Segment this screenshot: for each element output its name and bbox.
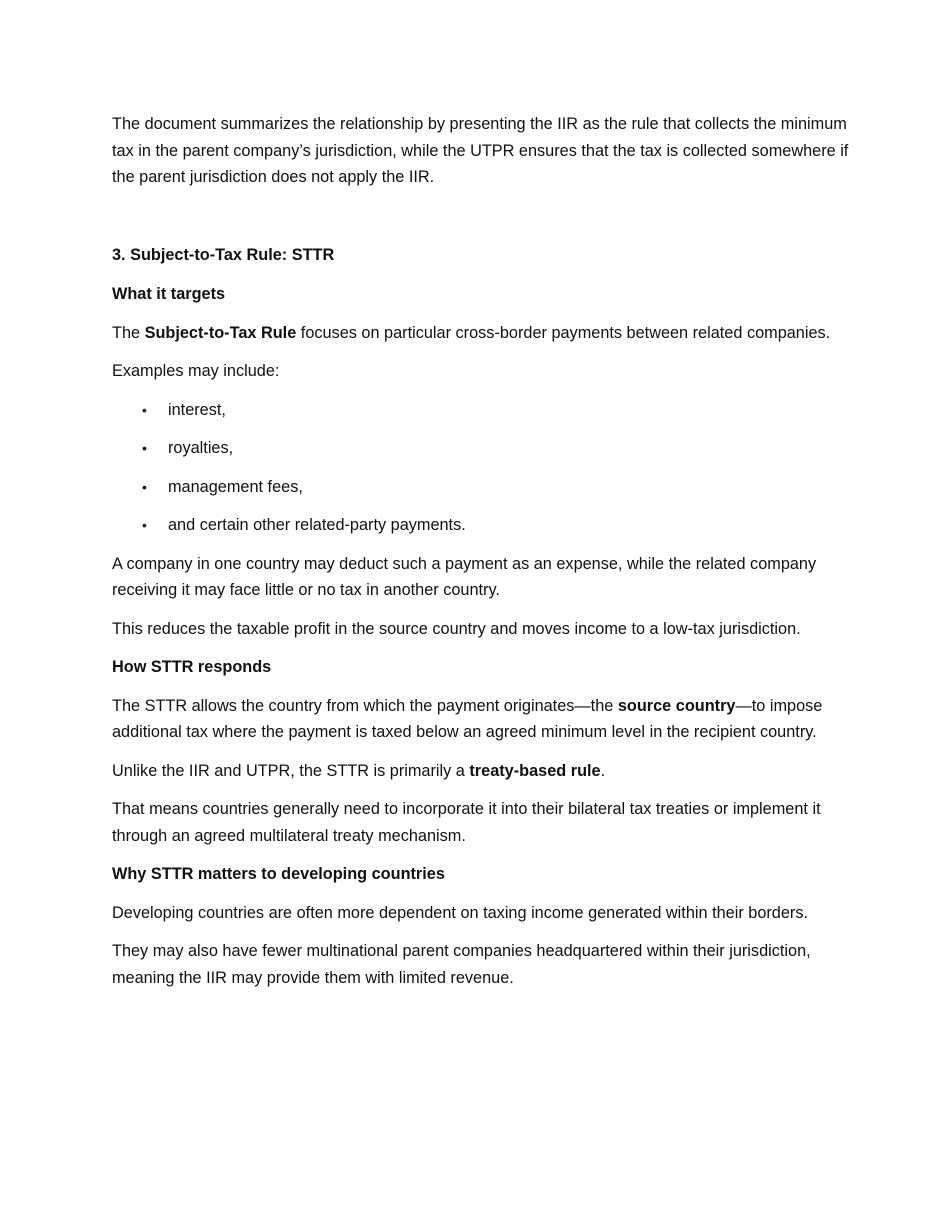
list-item-text: management fees, <box>168 477 303 496</box>
section-heading-sttr: 3. Subject-to-Tax Rule: STTR <box>112 245 335 264</box>
paragraph-treaty-based <box>112 758 852 785</box>
list-item-royalties <box>112 435 852 462</box>
list-item-text: royalties, <box>168 439 234 457</box>
subheading-what-it-targets: What it targets <box>112 285 226 303</box>
paragraph-treaty-implementation: That means countries generally need to incorporate it into their bilateral tax treaties or implement it through an agreed multilateral treaty mechanism. <box>112 800 821 845</box>
paragraph-deduction: A company in one country may deduct such a payment as an expense, while the related company receiving it may face little or no tax in another country. <box>112 554 817 599</box>
paragraph-examples-intro: Examples may include: <box>112 362 280 380</box>
intro-paragraph: The document summarizes the relationship by presenting the IIR as the rule that collects the minimum tax in the parent company’s jurisdiction, while the UTPR ensures that the tax is collected somewhere if the parent jurisdiction does not apply the IIR. <box>112 115 849 186</box>
text-run: The <box>112 323 145 342</box>
bold-term-treaty-based-rule: treaty-based rule <box>469 761 601 780</box>
paragraph-developing-countries: Developing countries are often more dependent on taxing income generated within their borders. <box>112 903 808 922</box>
subheading-why-sttr-matters: Why STTR matters to developing countries <box>112 865 445 883</box>
document-page <box>112 111 852 1003</box>
text-run: . <box>600 761 606 780</box>
text-run: Unlike the IIR and UTPR, the STTR is primarily a <box>112 761 470 780</box>
list-item-management-fees <box>112 474 852 501</box>
paragraph-source-country <box>112 693 852 746</box>
list-item-text: interest, <box>168 400 226 419</box>
examples-list <box>112 397 852 539</box>
bullet-icon: • <box>142 401 147 418</box>
paragraph-limited-revenue: They may also have fewer multinational parent companies headquartered within their jurisdiction, meaning the IIR may provide them with limited revenue. <box>112 942 811 987</box>
text-run: focuses on particular cross-border payments between related companies. <box>296 323 831 342</box>
subheading-how-sttr-responds: How STTR responds <box>112 658 272 676</box>
list-item-interest <box>112 397 852 424</box>
paragraph-profit-shifting: This reduces the taxable profit in the source country and moves income to a low-tax jurisdiction. <box>112 619 801 638</box>
text-run: —to impose additional tax where the payment is taxed below an agreed minimum level in the recipient country. <box>112 696 823 741</box>
list-item-other-payments <box>112 512 852 539</box>
paragraph-sttr-definition <box>112 320 852 347</box>
list-item-text: and certain other related-party payments. <box>168 516 466 534</box>
bullet-icon: • <box>142 478 147 495</box>
text-run: The STTR allows the country from which the payment originates—the <box>112 696 618 715</box>
bullet-icon: • <box>142 440 147 456</box>
bullet-icon: • <box>142 517 147 533</box>
bold-term-source-country: source country <box>617 696 736 715</box>
bold-term-subject-to-tax-rule: Subject-to-Tax Rule <box>144 323 297 342</box>
